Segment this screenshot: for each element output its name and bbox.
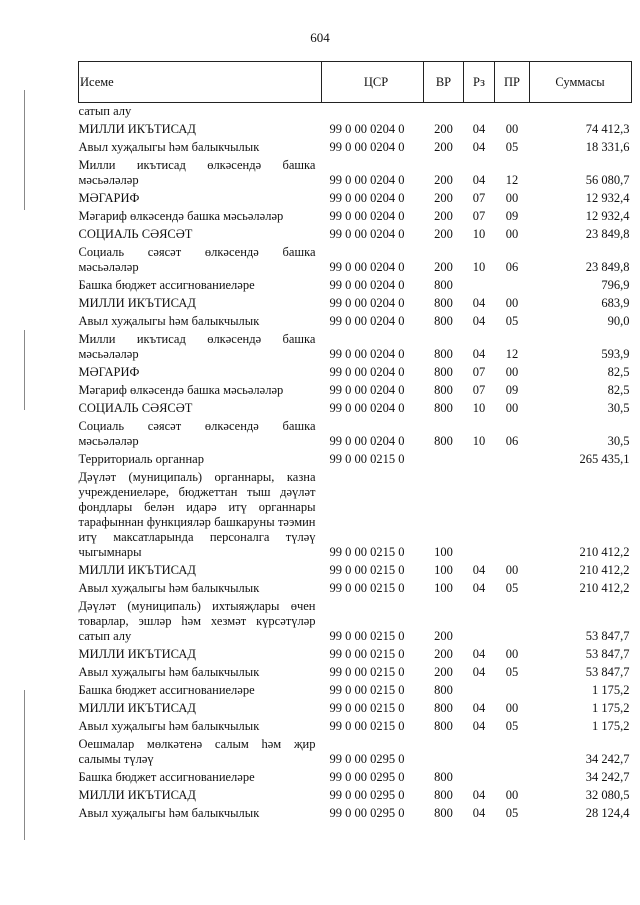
cell-pr: 00 <box>505 227 519 241</box>
cell-name: МИЛЛИ ИКЪТИСАД <box>78 122 196 136</box>
cell-rz: 10 <box>472 401 486 415</box>
cell-vr <box>424 103 464 122</box>
cell-csr: 99 0 00 0204 0 <box>329 173 405 187</box>
cell-pr <box>495 682 530 700</box>
cell-pr: 00 <box>505 401 519 415</box>
cell-rz: 04 <box>472 647 486 661</box>
cell-name: Социаль сәясәт өлкәсендә башка мәсьәләләр <box>78 419 316 448</box>
cell-name: Дәүләт (муниципаль) органнары, казна учреждениеләре, бюджеттан тыш дәүләт фондлары белән идарә итү органнары тарафыннан функцияләр башкаруны тәэмин итү максатларында персоналга түләү чыгымнары <box>78 470 316 559</box>
cell-name: Мәгариф өлкәсендә башка мәсьәләләр <box>78 209 284 223</box>
table-row <box>79 718 632 736</box>
table-row <box>79 736 632 769</box>
table-row <box>79 331 632 364</box>
table-row <box>79 364 632 382</box>
cell-sum: 683,9 <box>601 296 630 310</box>
cell-csr: 99 0 00 0215 0 <box>329 683 405 697</box>
cell-csr: 99 0 00 0204 0 <box>329 365 405 379</box>
cell-name: Авыл хуҗалыгы һәм балыкчылык <box>78 314 260 328</box>
table-row <box>79 451 632 469</box>
table-row <box>79 313 632 331</box>
cell-rz <box>464 469 495 562</box>
header-name: Исеме <box>79 62 322 103</box>
cell-sum: 23 849,8 <box>585 227 630 241</box>
cell-rz: 04 <box>472 296 486 310</box>
cell-name: Оешмалар мөлкәтенә салым һәм җир салымы түләү <box>78 737 316 766</box>
cell-rz: 04 <box>472 719 486 733</box>
cell-pr: 00 <box>505 365 519 379</box>
page-number: 604 <box>310 30 330 45</box>
cell-pr: 05 <box>505 581 519 595</box>
table-row <box>79 295 632 313</box>
cell-sum: 210 412,2 <box>579 545 630 559</box>
table-body <box>79 103 632 824</box>
cell-vr: 200 <box>434 173 453 187</box>
cell-name: МӘГАРИФ <box>78 191 140 205</box>
cell-pr: 09 <box>505 209 519 223</box>
cell-name: Башка бюджет ассигнованиеләре <box>78 770 255 784</box>
cell-csr: 99 0 00 0204 0 <box>329 383 405 397</box>
cell-pr: 06 <box>505 434 519 448</box>
cell-csr: 99 0 00 0295 0 <box>329 752 405 766</box>
table-row <box>79 226 632 244</box>
cell-sum: 90,0 <box>607 314 630 328</box>
cell-csr <box>322 103 424 122</box>
cell-sum: 210 412,2 <box>579 563 630 577</box>
cell-name: Дәүләт (муниципаль) ихтыяҗлары өчен товарлар, эшләр һәм хезмәт күрсәтүләр сатып алу <box>78 599 316 643</box>
cell-vr: 200 <box>434 260 453 274</box>
cell-csr: 99 0 00 0215 0 <box>329 452 405 466</box>
table-row <box>79 139 632 157</box>
cell-name: МИЛЛИ ИКЪТИСАД <box>78 701 196 715</box>
cell-rz: 04 <box>472 581 486 595</box>
cell-csr: 99 0 00 0204 0 <box>329 401 405 415</box>
table-row <box>79 382 632 400</box>
cell-sum: 18 331,6 <box>585 140 630 154</box>
cell-csr: 99 0 00 0215 0 <box>329 545 405 559</box>
header-rz: Рз <box>464 62 495 103</box>
table-row <box>79 469 632 562</box>
table-row <box>79 244 632 277</box>
scan-margin-line <box>24 330 25 410</box>
cell-name: МӘГАРИФ <box>78 365 140 379</box>
cell-rz: 04 <box>472 701 486 715</box>
cell-rz: 07 <box>472 209 486 223</box>
cell-csr: 99 0 00 0204 0 <box>329 209 405 223</box>
cell-rz: 10 <box>472 227 486 241</box>
cell-vr: 800 <box>434 770 453 784</box>
cell-csr: 99 0 00 0215 0 <box>329 719 405 733</box>
cell-sum: 12 932,4 <box>585 191 630 205</box>
cell-vr: 100 <box>434 563 453 577</box>
cell-rz: 04 <box>472 314 486 328</box>
cell-pr <box>495 451 530 469</box>
cell-csr: 99 0 00 0204 0 <box>329 260 405 274</box>
cell-name: Мәгариф өлкәсендә башка мәсьәләләр <box>78 383 284 397</box>
cell-vr <box>424 451 464 469</box>
table-row <box>79 121 632 139</box>
cell-csr: 99 0 00 0204 0 <box>329 122 405 136</box>
cell-rz: 04 <box>472 347 486 361</box>
cell-rz: 07 <box>472 191 486 205</box>
table-row <box>79 598 632 646</box>
cell-vr: 200 <box>434 629 453 643</box>
table-row <box>79 157 632 190</box>
cell-name: Территориаль органнар <box>78 452 204 466</box>
cell-pr: 12 <box>505 347 519 361</box>
cell-pr: 05 <box>505 665 519 679</box>
cell-sum: 593,9 <box>601 347 630 361</box>
header-csr: ЦСР <box>322 62 424 103</box>
scan-margin-line <box>24 690 25 840</box>
cell-rz <box>464 103 495 122</box>
cell-csr: 99 0 00 0204 0 <box>329 296 405 310</box>
cell-csr: 99 0 00 0295 0 <box>329 770 405 784</box>
cell-csr: 99 0 00 0204 0 <box>329 314 405 328</box>
cell-sum: 34 242,7 <box>585 752 630 766</box>
table-row <box>79 664 632 682</box>
cell-csr: 99 0 00 0204 0 <box>329 140 405 154</box>
table-row <box>79 277 632 295</box>
cell-sum: 265 435,1 <box>579 452 630 466</box>
cell-csr: 99 0 00 0215 0 <box>329 647 405 661</box>
cell-name: Авыл хуҗалыгы һәм балыкчылык <box>78 665 260 679</box>
cell-name: МИЛЛИ ИКЪТИСАД <box>78 647 196 661</box>
cell-csr: 99 0 00 0215 0 <box>329 701 405 715</box>
cell-sum: 30,5 <box>607 434 630 448</box>
cell-name: Авыл хуҗалыгы һәм балыкчылык <box>78 581 260 595</box>
cell-pr <box>495 469 530 562</box>
table-row <box>79 769 632 787</box>
cell-name: МИЛЛИ ИКЪТИСАД <box>78 788 196 802</box>
table-row <box>79 400 632 418</box>
cell-pr: 05 <box>505 719 519 733</box>
cell-name: Авыл хуҗалыгы һәм балыкчылык <box>78 719 260 733</box>
cell-rz <box>464 451 495 469</box>
cell-name: Авыл хуҗалыгы һәм балыкчылык <box>78 806 260 820</box>
cell-csr: 99 0 00 0215 0 <box>329 665 405 679</box>
table-row <box>79 208 632 226</box>
cell-sum: 34 242,7 <box>585 770 630 784</box>
cell-csr: 99 0 00 0215 0 <box>329 581 405 595</box>
cell-rz: 04 <box>472 140 486 154</box>
cell-pr: 00 <box>505 563 519 577</box>
cell-pr: 00 <box>505 122 519 136</box>
table-row <box>79 562 632 580</box>
table-row <box>79 418 632 451</box>
cell-rz: 04 <box>472 806 486 820</box>
cell-pr <box>495 736 530 769</box>
cell-vr: 800 <box>434 683 453 697</box>
cell-sum: 30,5 <box>607 401 630 415</box>
cell-pr: 00 <box>505 701 519 715</box>
cell-name: Башка бюджет ассигнованиеләре <box>78 683 255 697</box>
cell-pr: 00 <box>505 788 519 802</box>
cell-vr: 800 <box>434 401 453 415</box>
budget-table <box>78 61 632 823</box>
cell-vr: 100 <box>434 581 453 595</box>
cell-csr: 99 0 00 0295 0 <box>329 806 405 820</box>
cell-csr: 99 0 00 0215 0 <box>329 563 405 577</box>
cell-pr: 12 <box>505 173 519 187</box>
table-row <box>79 103 632 122</box>
cell-sum: 32 080,5 <box>585 788 630 802</box>
cell-pr: 05 <box>505 806 519 820</box>
cell-vr: 800 <box>434 701 453 715</box>
cell-sum: 56 080,7 <box>585 173 630 187</box>
cell-vr: 200 <box>434 209 453 223</box>
cell-vr: 200 <box>434 140 453 154</box>
cell-vr: 200 <box>434 665 453 679</box>
scan-margin-line <box>24 90 25 210</box>
table-row <box>79 646 632 664</box>
cell-vr: 800 <box>434 788 453 802</box>
cell-sum: 53 847,7 <box>585 647 630 661</box>
header-pr: ПР <box>495 62 530 103</box>
cell-vr: 100 <box>434 545 453 559</box>
cell-rz <box>464 769 495 787</box>
cell-name: Башка бюджет ассигнованиеләре <box>78 278 255 292</box>
cell-pr <box>495 103 530 122</box>
cell-name: Социаль сәясәт өлкәсендә башка мәсьәләләр <box>78 245 316 274</box>
cell-csr: 99 0 00 0215 0 <box>329 629 405 643</box>
cell-sum: 23 849,8 <box>585 260 630 274</box>
cell-vr: 800 <box>434 314 453 328</box>
cell-sum: 74 412,3 <box>585 122 630 136</box>
cell-vr: 200 <box>434 647 453 661</box>
cell-name: Милли икътисад өлкәсендә башка мәсьәләләр <box>78 158 316 187</box>
cell-name: МИЛЛИ ИКЪТИСАД <box>78 296 196 310</box>
table-row <box>79 805 632 823</box>
cell-csr: 99 0 00 0204 0 <box>329 227 405 241</box>
cell-name: МИЛЛИ ИКЪТИСАД <box>78 563 196 577</box>
cell-sum: 53 847,7 <box>585 665 630 679</box>
cell-vr: 200 <box>434 191 453 205</box>
cell-vr: 200 <box>434 122 453 136</box>
cell-vr: 800 <box>434 383 453 397</box>
table-row <box>79 682 632 700</box>
cell-pr: 00 <box>505 647 519 661</box>
cell-rz: 04 <box>472 173 486 187</box>
table-header-row <box>79 62 632 103</box>
cell-sum <box>530 103 632 122</box>
cell-sum: 1 175,2 <box>592 683 630 697</box>
cell-vr: 200 <box>434 227 453 241</box>
cell-rz: 04 <box>472 665 486 679</box>
cell-vr: 800 <box>434 719 453 733</box>
cell-name: СОЦИАЛЬ СӘЯСӘТ <box>78 401 193 415</box>
cell-rz: 04 <box>472 563 486 577</box>
cell-name: СОЦИАЛЬ СӘЯСӘТ <box>78 227 193 241</box>
cell-csr: 99 0 00 0204 0 <box>329 191 405 205</box>
header-sum: Суммасы <box>530 62 632 103</box>
cell-sum: 53 847,7 <box>585 629 630 643</box>
cell-pr <box>495 769 530 787</box>
cell-name: Авыл хуҗалыгы һәм балыкчылык <box>78 140 260 154</box>
cell-sum: 28 124,4 <box>585 806 630 820</box>
cell-pr: 05 <box>505 314 519 328</box>
cell-pr <box>495 277 530 295</box>
cell-rz: 04 <box>472 122 486 136</box>
cell-rz <box>464 598 495 646</box>
table-row <box>79 700 632 718</box>
cell-rz: 10 <box>472 260 486 274</box>
cell-csr: 99 0 00 0204 0 <box>329 434 405 448</box>
header-vr: ВР <box>424 62 464 103</box>
table-row <box>79 580 632 598</box>
cell-sum: 210 412,2 <box>579 581 630 595</box>
table-row <box>79 190 632 208</box>
cell-sum: 1 175,2 <box>592 701 630 715</box>
cell-rz <box>464 277 495 295</box>
cell-csr: 99 0 00 0204 0 <box>329 278 405 292</box>
cell-vr: 800 <box>434 278 453 292</box>
cell-pr: 00 <box>505 191 519 205</box>
budget-table-container <box>78 61 630 823</box>
cell-sum: 82,5 <box>607 383 630 397</box>
cell-pr: 05 <box>505 140 519 154</box>
cell-vr: 800 <box>434 296 453 310</box>
cell-name: Милли икътисад өлкәсендә башка мәсьәләләр <box>78 332 316 361</box>
cell-rz: 10 <box>472 434 486 448</box>
cell-pr: 09 <box>505 383 519 397</box>
cell-rz: 04 <box>472 788 486 802</box>
cell-name: сатып алу <box>78 104 132 118</box>
cell-rz: 07 <box>472 365 486 379</box>
cell-vr: 800 <box>434 434 453 448</box>
cell-vr: 800 <box>434 365 453 379</box>
cell-rz: 07 <box>472 383 486 397</box>
table-row <box>79 787 632 805</box>
cell-sum: 1 175,2 <box>592 719 630 733</box>
cell-pr: 06 <box>505 260 519 274</box>
cell-pr <box>495 598 530 646</box>
cell-sum: 12 932,4 <box>585 209 630 223</box>
cell-vr <box>424 736 464 769</box>
cell-csr: 99 0 00 0295 0 <box>329 788 405 802</box>
cell-pr: 00 <box>505 296 519 310</box>
cell-csr: 99 0 00 0204 0 <box>329 347 405 361</box>
cell-vr: 800 <box>434 806 453 820</box>
cell-rz <box>464 682 495 700</box>
cell-sum: 796,9 <box>601 278 630 292</box>
cell-rz <box>464 736 495 769</box>
cell-vr: 800 <box>434 347 453 361</box>
cell-sum: 82,5 <box>607 365 630 379</box>
